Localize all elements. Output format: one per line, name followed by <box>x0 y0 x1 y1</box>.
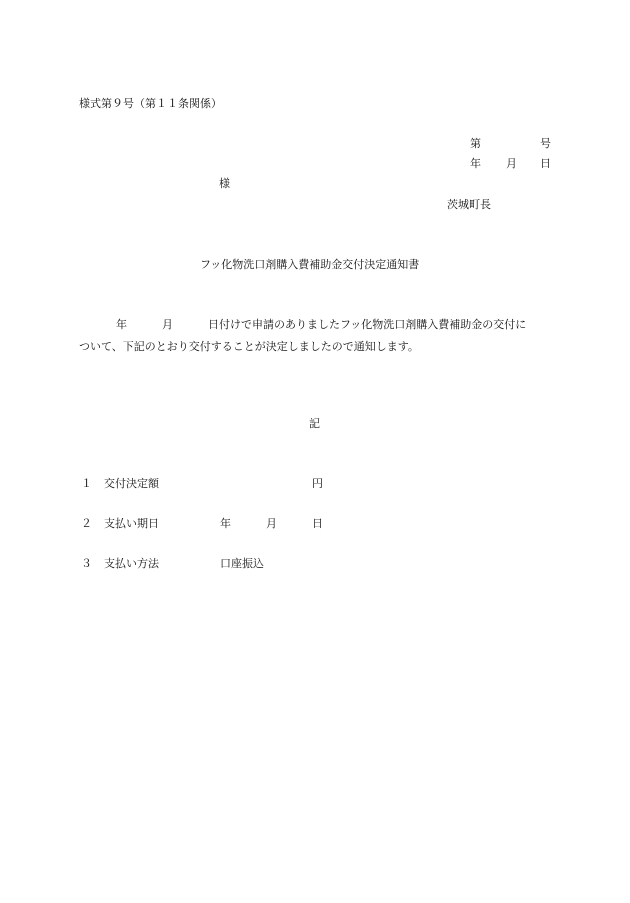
document-number-suffix: 号 <box>540 137 551 150</box>
item-1-value: 円 <box>312 477 323 490</box>
document-number-label: 第 <box>470 137 481 150</box>
form-number: 様式第９号（第１１条関係） <box>79 97 222 110</box>
item-2-month-label: 月 <box>266 517 277 530</box>
date-year-label: 年 <box>470 157 481 170</box>
date-day-label: 日 <box>540 157 551 170</box>
item-2-number: ２ <box>81 517 92 530</box>
body-month-label: 月 <box>162 318 173 331</box>
ki-heading: 記 <box>309 417 320 430</box>
item-2-label: 支払い期日 <box>104 517 159 530</box>
date-month-label: 月 <box>506 157 517 170</box>
body-line-1: 日付けで申請のありましたフッ化物洗口剤購入費補助金の交付に <box>208 318 527 331</box>
body-line-2: ついて、下記のとおり交付することが決定しましたので通知します。 <box>79 340 419 353</box>
body-year-label: 年 <box>116 318 127 331</box>
document-title: フッ化物洗口剤購入費補助金交付決定通知書 <box>200 258 420 271</box>
item-3-value: 口座振込 <box>220 557 264 570</box>
item-1-number: １ <box>81 477 92 490</box>
issuer-name: 茨城町長 <box>447 198 491 211</box>
item-3-label: 支払い方法 <box>104 557 159 570</box>
addressee-suffix: 様 <box>219 177 230 190</box>
item-1-label: 交付決定額 <box>104 477 159 490</box>
item-2-day-label: 日 <box>312 517 323 530</box>
item-3-number: ３ <box>81 557 92 570</box>
item-2-year-label: 年 <box>220 517 231 530</box>
